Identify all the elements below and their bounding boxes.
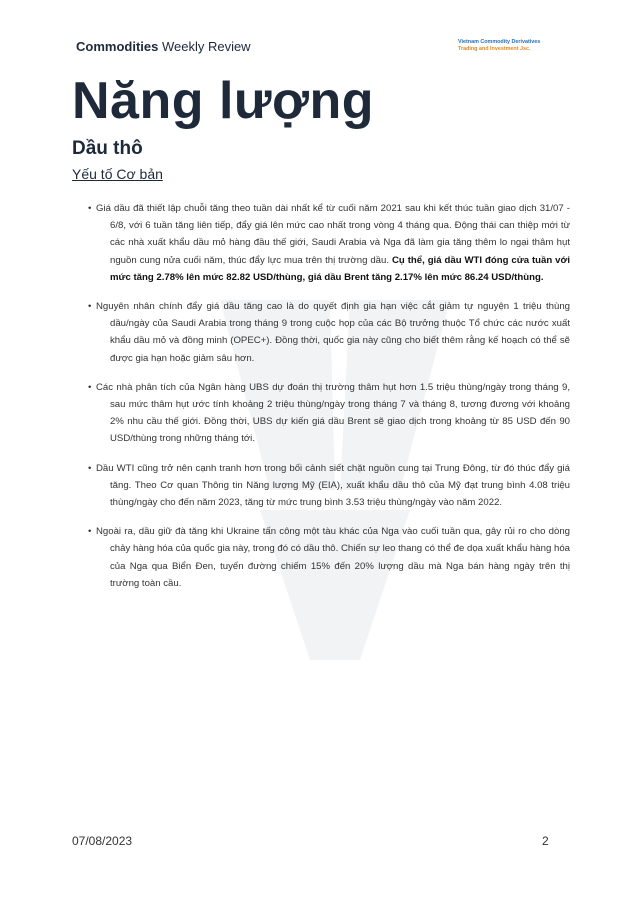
bullet-list — [88, 200, 570, 604]
bullet-dot-icon: • — [88, 203, 92, 214]
bullet-dot-icon: • — [88, 381, 92, 393]
bullet-text: Dầu WTI cũng trở nên cạnh tranh hơn trong bối cảnh siết chặt nguồn cung tại Trung Đông, từ đó thúc đẩy giá tăng. Theo Cơ quan Thông tin Năng lượng Mỹ (EIA), xuất khẩu dầu thô của Mỹ đạt trung bình 4.08 triệu thùng/ngày cho đến năm 2023, tăng từ mức trung bình 3.53 triệu thùng/ngày vào năm 2022. — [96, 462, 570, 509]
report-type: Weekly Review — [158, 39, 251, 54]
section-heading-link: Yếu tố Cơ bản — [72, 166, 163, 182]
bullet-text: Giá dầu đã thiết lập chuỗi tăng theo tuần dài nhất kể từ cuối năm 2021 sau khi kết thúc tuần giao dịch 31/07 - 6/8, với 6 tuần tăng liên tiếp, đẩy giá lên mức cao nhất trong vòng 4 tháng qua. Động thái can thiệp mới từ các nhà xuất khẩu dầu mỏ hàng đầu thế giới, Saudi Arabia và Nga đã làm gia tăng thêm lo ngại thâm hụt nguồn cung nửa cuối năm, thúc đẩy lực mua trên thị trường dầu. — [96, 203, 570, 266]
bullet-bold-text: Cụ thể, giá dầu WTI đóng cửa tuần với mức tăng 2.78% lên mức 82.82 USD/thùng, giá dầu Brent tăng 2.17% lên mức 86.24 USD/thùng. — [110, 254, 570, 283]
bullet-dot-icon: • — [88, 462, 92, 474]
bullet-item — [88, 523, 570, 592]
page-number: 2 — [542, 834, 549, 848]
brand-name: Commodities — [76, 39, 159, 54]
bullet-item — [88, 460, 570, 512]
logo-line-2: Trading and Investment Jsc. — [458, 46, 531, 52]
page-title: Năng lượng — [72, 72, 375, 130]
bullet-dot-icon: • — [88, 526, 92, 538]
section-subtitle: Dầu thô — [72, 138, 143, 159]
logo-line-1: Vietnam Commodity Derivatives — [458, 39, 541, 45]
bullet-item — [88, 200, 570, 286]
bullet-dot-icon: • — [88, 301, 92, 313]
bullet-text: Ngoài ra, dầu giữ đà tăng khi Ukraine tấn công một tàu khác của Nga vào cuối tuần qua, gây rủi ro cho dòng chảy hàng hóa của quốc gia này, trong đó có dầu thô. Chiến sự leo thang có thể đe dọa xuất khẩu hàng hóa của Nga qua Biển Đen, tuyến đường chiếm 15% đến 20% lượng dầu mà Nga bán hàng ngày trên thị trường toàn cầu. — [96, 526, 570, 589]
footer-date: 07/08/2023 — [72, 834, 133, 848]
bullet-text: Các nhà phân tích của Ngân hàng UBS dự đoán thị trường thâm hụt hơn 1.5 triệu thùng/ngày trong tháng 9, sau mức thâm hụt ước tính khoảng 2 triệu thùng/ngày trong tháng 7 và tháng 8, tương đương với khoảng 2% nhu cầu thế giới. Đồng thời, UBS dự kiến giá dầu Brent sẽ giao dịch trong khoảng từ 85 USD đến 90 USD/thùng trong những tháng tới. — [96, 381, 570, 445]
bullet-text: Nguyên nhân chính đẩy giá dầu tăng cao là do quyết định gia hạn việc cắt giảm tự nguyện 1 triệu thùng dầu/ngày của Saudi Arabia trong tháng 9 trong cuộc họp của các Bộ trưởng thuộc Tổ chức các nước xuất khẩu dầu mỏ và đồng minh (OPEC+). Đồng thời, quốc gia này cũng cho biết thêm rằng kế hoạch có thể sẽ được gia hạn hoặc giảm sâu hơn. — [96, 301, 570, 364]
company-logo — [458, 39, 540, 53]
bullet-item — [88, 379, 570, 448]
report-header — [76, 39, 251, 54]
bullet-item — [88, 298, 570, 367]
